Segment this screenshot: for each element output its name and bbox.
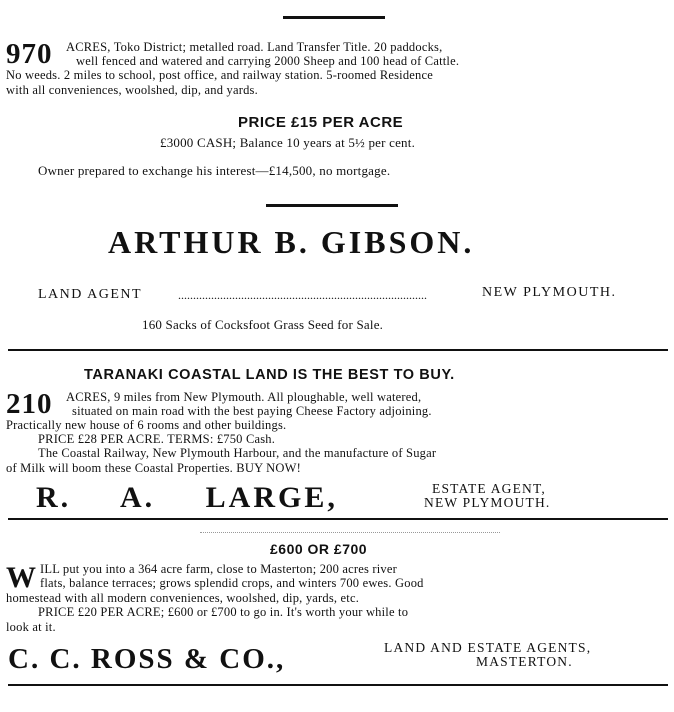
agent-town: NEW PLYMOUTH. [482, 285, 617, 300]
advert-line: ILL put you into a 364 acre farm, close to Masterton; 200 acres river [40, 562, 397, 576]
acreage-number: 970 [6, 38, 53, 70]
advert-line: look at it. [6, 620, 56, 634]
price-heading: PRICE £15 PER ACRE [238, 114, 404, 131]
acreage-number: 210 [6, 388, 53, 420]
advert-line: well fenced and watered and carrying 2000 Sheep and 100 head of Cattle. [76, 54, 460, 68]
advert-line: homestead with all modern conveniences, woolshed, dip, yards, etc. [6, 591, 360, 605]
drop-cap: W [6, 561, 36, 594]
divider-rule [8, 518, 668, 520]
agent-town: MASTERTON. [476, 654, 573, 669]
advert-line: situated on main road with the best paying Cheese Factory adjoining. [72, 404, 432, 418]
divider-rule [266, 204, 398, 207]
agent-title: LAND AND ESTATE AGENTS, [384, 640, 592, 655]
advert-line: The Coastal Railway, New Plymouth Harbour, and the manufacture of Sugar [38, 446, 437, 460]
agent-role: LAND AGENT [38, 287, 143, 302]
divider-rule-faint [200, 532, 500, 533]
agent-name: R. A. LARGE, [36, 481, 338, 514]
owner-note: Owner prepared to exchange his interest—£14,500, no mortgage. [38, 163, 391, 178]
seed-notice: 160 Sacks of Cocksfoot Grass Seed for Sale. [142, 317, 384, 332]
agent-town: NEW PLYMOUTH. [424, 495, 551, 510]
advert-line: Practically new house of 6 rooms and other buildings. [6, 418, 287, 432]
section-heading: £600 OR £700 [270, 541, 368, 557]
advert-line: ACRES, 9 miles from New Plymouth. All ploughable, well watered, [66, 390, 422, 404]
bottom-rule [8, 684, 668, 686]
section-heading: TARANAKI COASTAL LAND IS THE BEST TO BUY. [84, 367, 455, 383]
top-rule [283, 16, 385, 19]
advert-line: No weeds. 2 miles to school, post office, and railway station. 5-roomed Residence [6, 68, 433, 82]
divider-rule [8, 349, 668, 351]
advert-line: PRICE £28 PER ACRE. TERMS: £750 Cash. [38, 432, 276, 446]
advert-line: with all conveniences, woolshed, dip, and yards. [6, 83, 258, 97]
advert-line: flats, balance terraces; grows splendid crops, and winters 700 ewes. Good [40, 576, 424, 590]
advert-line: of Milk will boom these Coastal Properties. BUY NOW! [6, 461, 301, 475]
dotted-leader: ................................................................................... [178, 288, 427, 302]
advert-line: ACRES, Toko District; metalled road. Land Transfer Title. 20 paddocks, [66, 40, 443, 54]
price-terms: £3000 CASH; Balance 10 years at 5½ per cent. [160, 135, 416, 150]
agent-title: ESTATE AGENT, [432, 481, 547, 496]
agent-name: C. C. ROSS & CO., [8, 643, 286, 675]
agent-name: ARTHUR B. GIBSON. [108, 224, 475, 260]
advert-line: PRICE £20 PER ACRE; £600 or £700 to go in. It's worth your while to [38, 605, 409, 619]
